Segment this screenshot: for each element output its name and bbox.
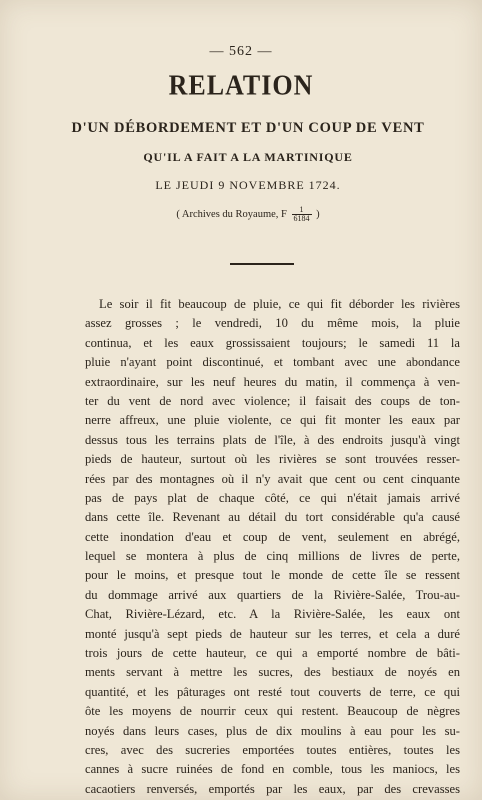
text-line: trois jours de cette hauteur, ce qui a emporté nombre de bâti- — [85, 646, 460, 661]
text-line: dessus tous les terrains plats de l'île, à des endroits jusqu'à vingt — [85, 432, 460, 447]
source-prefix: ( Archives du Royaume, F — [176, 208, 287, 220]
archive-source-reference — [0, 206, 482, 223]
text-line: ôte les moyens de nourrir ceux qui restent. Beaucoup de nègres — [85, 704, 460, 719]
document-subtitle-2: QU'IL A FAIT A LA MARTINIQUE — [143, 150, 353, 164]
text-line: ments servant à mettre les sucres, des bestiaux de noyés en — [85, 665, 460, 680]
page-number: — 562 — — [209, 44, 273, 59]
text-line: assez grosses ; le vendredi, 10 du même mois, la pluie — [85, 316, 460, 331]
text-line: du dommage arrivé aux quartiers de la Rivière-Salée, Trou-au- — [85, 587, 460, 602]
source-suffix: ) — [316, 208, 320, 220]
text-line: noyés dans leurs cases, plus de dix moulins à eau pour les su- — [85, 723, 460, 738]
text-line: cette inondation d'eau et coup de vent, seulement en abrégé, — [85, 529, 460, 544]
text-line: extraordinaire, sur les neuf heures du matin, il commença à ven- — [85, 374, 460, 389]
document-subtitle-1: D'UN DÉBORDEMENT ET D'UN COUP DE VENT — [71, 120, 425, 136]
text-line: ter du vent de nord avec violence; il faisait des coups de ton- — [85, 393, 460, 408]
text-line: pas de pays plat de chaque côté, ce qui n'était jamais arrivé — [85, 490, 460, 505]
text-line: rées par des montagnes où il n'y avait que cent ou cent cinquante — [85, 471, 460, 486]
text-line: pieds de hauteur, surtout où les rivières se sont trouvées resser- — [85, 452, 460, 467]
body-text — [85, 295, 460, 799]
document-date: LE JEUDI 9 NOVEMBRE 1724. — [155, 178, 341, 192]
text-line: cres, avec des sucreries emportées toutes entières, toutes les — [85, 742, 460, 757]
section-divider — [230, 263, 294, 265]
text-line: continua, et les eaux grossissaient toujours; le samedi 11 la — [85, 335, 460, 350]
text-line: pour le moins, et presque tout le monde de cette île se ressent — [85, 568, 460, 583]
source-fraction-numerator: 1 — [292, 206, 312, 215]
text-line: dans cette île. Revenant au détail du tort considérable qu'a causé — [85, 510, 460, 525]
text-line: lequel se montera à plus de cinq millions de livres de perte, — [85, 549, 460, 564]
text-line: quantité, et les pâturages ont resté tout couverts de terre, ce qui — [85, 684, 460, 699]
source-fraction-denominator: 6184 — [293, 214, 310, 223]
text-line: pluie n'ayant point discontinué, et tombant avec une abondance — [85, 355, 460, 370]
text-line: monté jusqu'à sept pieds de hauteur sur les terres, et cela a duré — [85, 626, 460, 641]
source-fraction — [292, 206, 312, 223]
text-line: Le soir il fit beaucoup de pluie, ce qui fit déborder les rivières — [99, 297, 460, 311]
text-line: nerre affreux, une pluie violente, ce qui fit monter les eaux par — [85, 413, 460, 428]
document-title: RELATION — [168, 69, 314, 102]
text-line: cannes à sucre ruinées de fond en comble, tous les maniocs, les — [85, 762, 460, 777]
text-line: cacaotiers renversés, emportés par les eaux, par des crevasses — [85, 781, 460, 796]
text-line: Chat, Rivière-Lézard, etc. A la Rivière-Salée, les eaux ont — [85, 607, 460, 622]
